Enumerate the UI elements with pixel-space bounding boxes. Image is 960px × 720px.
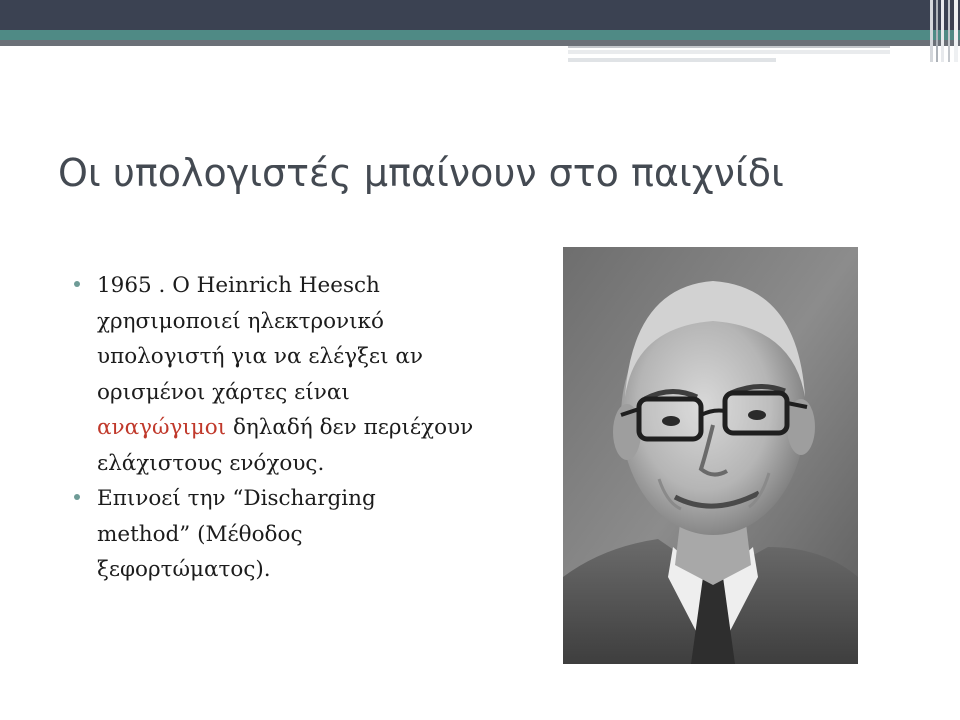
portrait-photo: [563, 247, 858, 664]
header-vertical-bar: [948, 0, 950, 62]
header-dark-band: [0, 0, 960, 30]
header-vertical-bars: [930, 0, 960, 62]
bullet-text: Επινοεί την “Discharging method” (Μέθοδος ξεφορτώματος).: [97, 486, 376, 582]
header-accent-line: [568, 46, 890, 48]
header-vertical-bar: [936, 0, 938, 62]
header-vertical-bar: [930, 0, 933, 62]
bullet-list: [74, 268, 474, 588]
bullet-dot-icon: [74, 494, 80, 500]
bullet-item: [74, 481, 474, 588]
highlighted-term: αναγώγιμοι: [97, 415, 227, 440]
bullet-dot-icon: [74, 281, 80, 287]
bullet-text: δηλαδή δεν περιέχουν ελάχιστους ενόχους.: [97, 415, 474, 476]
header-accent-line: [568, 50, 890, 54]
header-accent-line: [568, 58, 776, 62]
header-vertical-bar: [954, 0, 958, 62]
header-vertical-bar: [941, 0, 944, 62]
slide-title: Οι υπολογιστές μπαίνουν στο παιχνίδι: [58, 151, 784, 195]
bullet-item: [74, 268, 474, 481]
portrait-illustration: [563, 247, 858, 664]
bullet-text: 1965 . Ο Heinrich Heesch χρησιμοποιεί ηλεκτρονικό υπολογιστή για να ελέγξει αν ορισμένοι χάρτες είναι: [97, 273, 423, 405]
